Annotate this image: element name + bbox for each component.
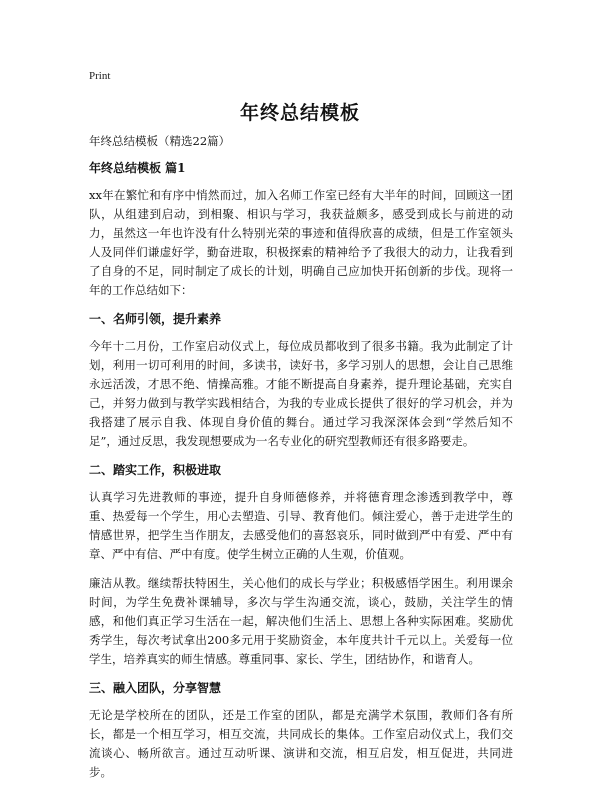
document-body [89, 132, 513, 792]
section-heading: 二、踏实工作，积极进取 [89, 463, 222, 477]
section-paragraph: 认真学习先进教师的事迹，提升自身师德修养，并将德育理念渗透到教学中，尊重、热爱每一个学生，用心去塑造、引导、教育他们。倾注爱心，善于走进学生的情感世界，把学生当作朋友，去感受他们的喜怒哀乐，同时做到严中有爱、严中有章、严中有信、严中有度。使学生树立正确的人生观，价值观。 [89, 490, 513, 561]
section-heading: 一、名师引领，提升素养 [89, 312, 222, 326]
section-heading: 三、融入团队，分享智慧 [89, 681, 222, 695]
section-paragraph: 廉洁从教。继续帮扶特困生，关心他们的成长与学业；积极感悟学困生。利用课余时间，为学生免费补课辅导，多次与学生沟通交流，谈心，鼓励，关注学生的情感，和他们真正学习生活在一起，解决他们生活上、思想上各种实际困难。奖励优秀学生，每次考试拿出200多元用于奖励资金，本年度共计千元以上。关爱每一位学生，培养真实的师生情感。尊重同事、家长、学生，团结协作，和谐育人。 [89, 576, 513, 666]
section-paragraph: 无论是学校所在的团队，还是工作室的团队，都是充满学术氛围，教师们各有所长，都是一个相互学习，相互交流，共同成长的集体。工作室启动仪式上，我们交流谈心、畅所欲言。通过互动听课、演讲和交流，相互启发，相互促进，共同进步。 [89, 708, 513, 779]
chapter-heading: 年终总结模板 篇1 [89, 161, 186, 175]
page-title: 年终总结模板 [239, 102, 360, 124]
intro-paragraph: xx年在繁忙和有序中悄然而过，加入名师工作室已经有大半年的时间，回顾这一团队，从组建到启动，到相聚、相识与学习，我获益颇多，感受到成长与前进的动力，虽然这一年也许没有什么特别光荣的事迹和值得欣喜的成绩，但是工作室领头人及同伴们谦虚好学，勤奋进取，积极探索的精神给予了我很大的动力，让我看到了自身的不足，同时制定了成长的计划，明确自己应加快开拓创新的步伐。现将一年的工作总结如下： [89, 188, 513, 297]
document-subtitle: 年终总结模板（精选22篇） [89, 134, 231, 148]
section-paragraph: 今年十二月份，工作室启动仪式上，每位成员都收到了很多书籍。我为此制定了计划，利用一切可利用的时间，多读书，读好书，多学习别人的思想，会让自己思维永远活泼，才思不绝、情操高雅。才能不断提高自身素养，提升理论基础，充实自己，并努力做到与教学实践相结合，为我的专业成长提供了很好的学习机会，并为我搭建了展示自我、体现自身价值的舞台。通过学习我深深体会到“学然后知不足”，通过反思，我发现想要成为一名专业化的研究型教师还有很多路要走。 [89, 339, 513, 448]
print-link[interactable]: Print [89, 70, 111, 82]
